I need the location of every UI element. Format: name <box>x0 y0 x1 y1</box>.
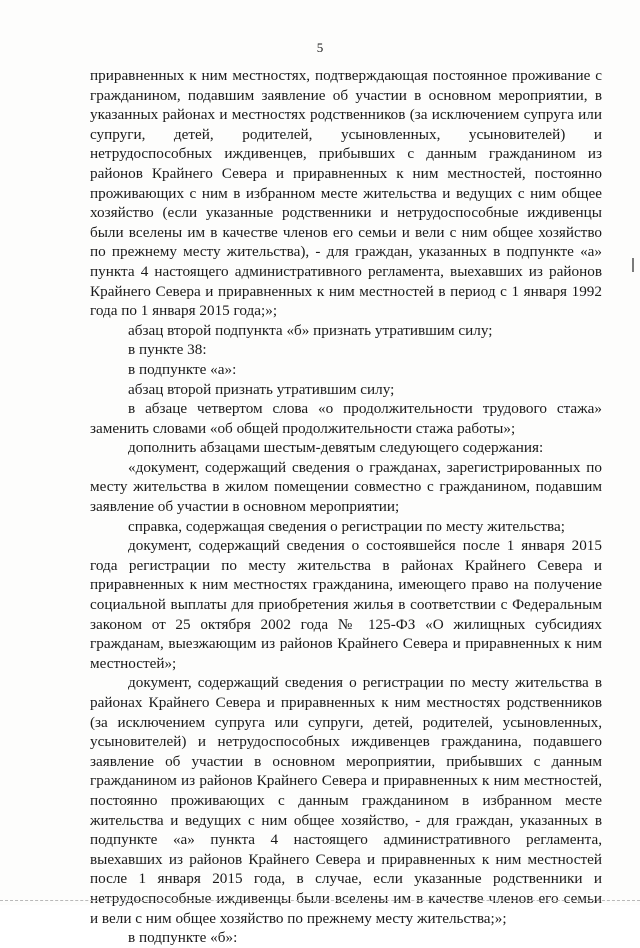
paragraph-spravka-registracii: справка, содержащая сведения о регистрации по месту жительства; <box>128 517 565 535</box>
paragraph-dokument-o-grazhdanah: «документ, содержащий сведения о гражданах, зарегистрированных по месту жительства в жилом помещении совместно с гражданином, подавшим заявление об участии в основном мероприятии; <box>90 458 602 516</box>
paragraph-dopolnit-abzacami: дополнить абзацами шестым-девятым следующего содержания: <box>128 439 544 457</box>
paragraph-v-podpunkte-a: в подпункте «а»: <box>128 360 237 378</box>
paragraph-v-punkte-38: в пункте 38: <box>128 341 207 359</box>
paragraph-v-podpunkte-b: в подпункте «б»: <box>128 929 238 947</box>
paragraph-v-abzace-chetvertom: в абзаце четвертом слова «о продолжительности трудового стажа» заменить словами «об общей продолжительности стажа работы»; <box>90 400 602 437</box>
scan-margin-mark <box>632 258 634 272</box>
document-body <box>90 66 602 948</box>
page-number: 5 <box>316 40 324 55</box>
paragraph-abzac-vtoroy-podpunkta-b: абзац второй подпункта «б» признать утратившим силу; <box>128 321 493 339</box>
scan-bottom-rule <box>0 900 640 901</box>
paragraph-continuation: приравненных к ним местностях, подтверждающая постоянное проживание с гражданином, подавшим заявление об участии в основном мероприятии, в указанных районах и местностях родственников (за исключением супруга или супруги, детей, родителей, усыновленных, усыновителей) и нетрудоспособных иждивенцев, прибывших с данным гражданином из районов Крайнего Севера и приравненных к ним местностей, постоянно проживающих с ним в избранном месте жительства и ведущих с ним общее хозяйство (если указанные родственники и нетрудоспособные иждивенцы были вселены им в качестве членов его семьи и вели с ним общее хозяйство по прежнему месту жительства), - для граждан, указанных в подпункте «а» пункта 4 настоящего административного регламента, выехавших из районов Крайнего Севера и приравненных к ним местностей в период с 1 января 1992 года по 1 января 2015 года;»; <box>90 67 602 320</box>
paragraph-dokument-rodstvenniki: документ, содержащий сведения о регистрации по месту жительства в районах Крайнего Севера и приравненных к ним местностях родственников (за исключением супруга или супруги, детей, родителей, усыновленных, усыновителей) и нетрудоспособных иждивенцев гражданина, подавшего заявление об участии в основном мероприятии, прибывших с данным гражданином из районов Крайнего Севера и приравненных к ним местностей, постоянно проживающих с данным гражданином в избранном месте жительства и ведущих с ним общее хозяйство, - для граждан, указанных в подпункте «а» пункта 4 настоящего административного регламента, выехавших из районов Крайнего Севера и приравненных к ним местностей после 1 января 2015 года, в случае, если указанные родственники и нетрудоспособные иждивенцы были вселены им в качестве членов его семьи и вели с ним общее хозяйство по прежнему месту жительства;»; <box>90 674 602 927</box>
paragraph-abzac-vtoroy: абзац второй признать утратившим силу; <box>128 380 395 398</box>
paragraph-dokument-posle-2015: документ, содержащий сведения о состоявшейся после 1 января 2015 года регистрации по месту жительства в районах Крайнего Севера и приравненных к ним местностях гражданина, имеющего право на получение социальной выплаты для приобретения жилья в соответствии с Федеральным законом от 25 октября 2002 года № 125-ФЗ «О жилищных субсидиях гражданам, выезжающим из районов Крайнего Севера и приравненных к ним местностей»; <box>90 537 602 672</box>
